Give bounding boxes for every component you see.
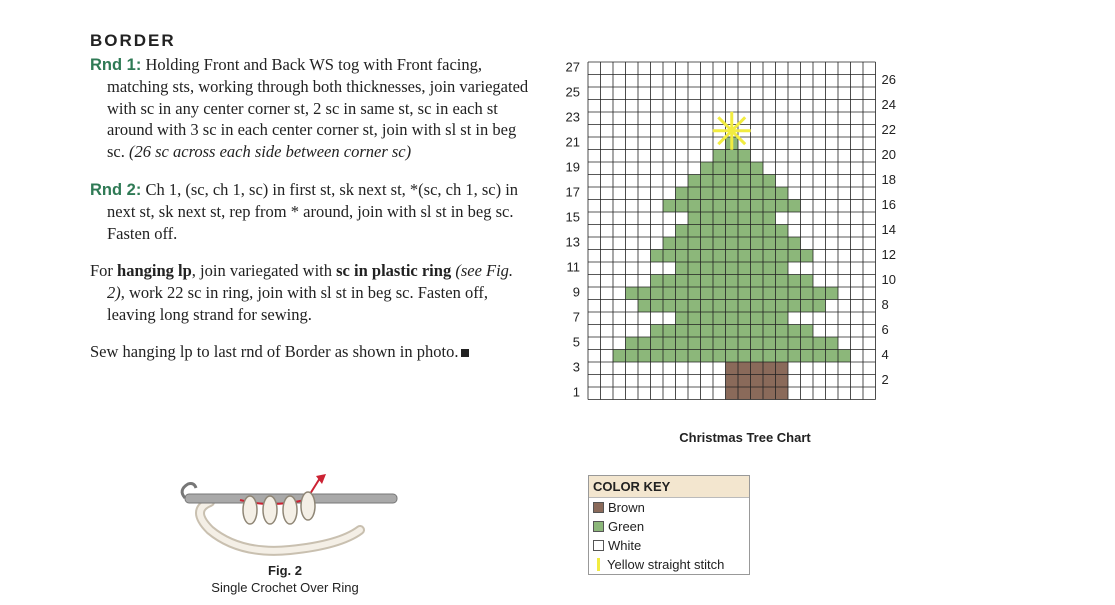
green-cell — [751, 212, 764, 225]
green-cell — [738, 187, 751, 200]
green-cell — [738, 237, 751, 250]
green-cell — [701, 200, 714, 213]
green-cell — [776, 225, 789, 238]
green-cell — [688, 175, 701, 188]
green-cell — [751, 312, 764, 325]
green-cell — [788, 237, 801, 250]
green-cell — [788, 287, 801, 300]
green-cell — [688, 350, 701, 363]
green-cell — [701, 287, 714, 300]
green-cell — [663, 275, 676, 288]
green-cell — [826, 337, 839, 350]
hanging-bold-2: sc in plastic ring — [336, 261, 452, 281]
green-cell — [626, 337, 639, 350]
hanging-text-1: For — [90, 261, 118, 281]
green-cell — [701, 300, 714, 313]
row-label-left: 15 — [565, 209, 580, 225]
green-cell — [713, 312, 726, 325]
green-cell — [676, 262, 689, 275]
green-cell — [763, 212, 776, 225]
row-label-right: 4 — [881, 347, 889, 363]
brown-cell — [751, 387, 764, 400]
green-cell — [701, 225, 714, 238]
yellow-stitch-swatch — [597, 558, 600, 571]
green-cell — [738, 162, 751, 175]
green-cell — [713, 337, 726, 350]
brown-cell — [763, 362, 776, 375]
brown-cell — [751, 362, 764, 375]
green-cell — [676, 237, 689, 250]
round-1-instructions — [90, 54, 530, 163]
green-cell — [713, 150, 726, 163]
green-cell — [676, 250, 689, 263]
sew-instructions — [90, 341, 530, 363]
green-cell — [738, 275, 751, 288]
green-cell — [751, 262, 764, 275]
green-cell — [726, 325, 739, 338]
green-cell — [713, 237, 726, 250]
chart-title: Christmas Tree Chart — [679, 430, 811, 445]
brown-cell — [738, 387, 751, 400]
green-cell — [751, 325, 764, 338]
row-label-left: 17 — [565, 184, 580, 200]
green-cell — [726, 187, 739, 200]
green-cell — [638, 350, 651, 363]
star-icon — [713, 112, 751, 150]
green-cell — [676, 325, 689, 338]
row-label-right: 22 — [881, 122, 896, 138]
green-cell — [776, 325, 789, 338]
key-label-white: White — [608, 538, 642, 553]
green-cell — [763, 175, 776, 188]
green-cell — [651, 325, 664, 338]
round-2-label: Rnd 2: — [90, 180, 142, 199]
crochet-ring-illustration — [170, 470, 410, 560]
green-cell — [701, 162, 714, 175]
green-cell — [763, 325, 776, 338]
green-cell — [626, 287, 639, 300]
green-cell — [726, 250, 739, 263]
figure-number: Fig. 2 — [268, 563, 302, 578]
row-label-right: 12 — [881, 247, 896, 263]
green-cell — [688, 325, 701, 338]
green-cell — [676, 337, 689, 350]
green-cell — [763, 262, 776, 275]
green-cell — [713, 187, 726, 200]
green-cell — [701, 237, 714, 250]
green-cell — [688, 275, 701, 288]
green-swatch — [593, 521, 604, 532]
green-cell — [713, 287, 726, 300]
green-cell — [838, 350, 851, 363]
hanging-figure-ref: (see Fig. 2) — [107, 261, 514, 302]
green-cell — [701, 325, 714, 338]
round-2-text: Ch 1, (sc, ch 1, sc) in first st, sk next st, *(sc, ch 1, sc) in next st, sk next st, rep from * around, join with sl st in beg sc. Fasten off. — [107, 179, 519, 243]
green-cell — [676, 300, 689, 313]
green-cell — [688, 312, 701, 325]
green-cell — [751, 250, 764, 263]
key-row-yellow — [589, 555, 749, 574]
green-cell — [676, 350, 689, 363]
green-cell — [663, 200, 676, 213]
green-cell — [788, 275, 801, 288]
green-cell — [776, 262, 789, 275]
green-cell — [713, 275, 726, 288]
round-2-instructions — [90, 179, 530, 245]
green-cell — [701, 212, 714, 225]
green-cell — [663, 250, 676, 263]
green-cell — [776, 312, 789, 325]
green-cell — [613, 350, 626, 363]
round-1-text: Holding Front and Back WS tog with Front facing, matching sts, working through both thicknesses, join variegated with sc in any center corner st, 2 sc in same st, sc in each st around with 3 sc in each center corner st, join with sl st in beg sc. — [107, 54, 529, 161]
green-cell — [676, 225, 689, 238]
key-label-brown: Brown — [608, 500, 645, 515]
green-cell — [726, 337, 739, 350]
green-cell — [726, 237, 739, 250]
green-cell — [763, 275, 776, 288]
green-cell — [713, 350, 726, 363]
green-cell — [788, 200, 801, 213]
green-cell — [751, 200, 764, 213]
green-cell — [763, 200, 776, 213]
green-cell — [688, 250, 701, 263]
green-cell — [826, 287, 839, 300]
green-cell — [801, 350, 814, 363]
end-mark-icon — [461, 349, 469, 357]
green-cell — [701, 187, 714, 200]
green-cell — [726, 175, 739, 188]
green-cell — [726, 162, 739, 175]
row-label-left: 5 — [572, 334, 580, 350]
green-cell — [713, 162, 726, 175]
brown-cell — [776, 387, 789, 400]
row-label-left: 3 — [572, 359, 580, 375]
green-cell — [688, 237, 701, 250]
row-label-left: 25 — [565, 84, 580, 100]
key-row-white — [589, 536, 749, 555]
green-cell — [776, 187, 789, 200]
border-heading: BORDER — [90, 31, 176, 50]
green-cell — [651, 300, 664, 313]
green-cell — [651, 250, 664, 263]
green-cell — [688, 200, 701, 213]
row-label-right: 10 — [881, 272, 896, 288]
brown-cell — [726, 362, 739, 375]
green-cell — [688, 212, 701, 225]
row-label-left: 9 — [572, 284, 580, 300]
green-cell — [813, 337, 826, 350]
green-cell — [651, 350, 664, 363]
green-cell — [713, 325, 726, 338]
green-cell — [813, 287, 826, 300]
green-cell — [751, 350, 764, 363]
green-cell — [801, 300, 814, 313]
green-cell — [726, 300, 739, 313]
green-cell — [788, 350, 801, 363]
row-label-left: 27 — [565, 59, 580, 75]
green-cell — [751, 225, 764, 238]
green-cell — [713, 250, 726, 263]
color-key — [588, 475, 750, 575]
green-cell — [788, 300, 801, 313]
green-cell — [801, 250, 814, 263]
green-cell — [688, 300, 701, 313]
round-1-label: Rnd 1: — [90, 55, 142, 74]
green-cell — [763, 287, 776, 300]
green-cell — [801, 337, 814, 350]
sew-text: Sew hanging lp to last rnd of Border as shown in photo. — [90, 342, 459, 362]
green-cell — [763, 225, 776, 238]
color-key-title: COLOR KEY — [589, 476, 749, 498]
green-cell — [751, 275, 764, 288]
green-cell — [813, 300, 826, 313]
green-cell — [801, 325, 814, 338]
green-cell — [663, 300, 676, 313]
green-cell — [726, 212, 739, 225]
brown-cell — [738, 362, 751, 375]
row-label-right: 24 — [881, 97, 896, 113]
green-cell — [713, 175, 726, 188]
green-cell — [801, 287, 814, 300]
green-cell — [776, 300, 789, 313]
green-cell — [776, 350, 789, 363]
green-cell — [751, 162, 764, 175]
green-cell — [638, 287, 651, 300]
row-label-left: 19 — [565, 159, 580, 175]
green-cell — [726, 312, 739, 325]
key-row-brown — [589, 498, 749, 517]
green-cell — [738, 175, 751, 188]
green-cell — [701, 250, 714, 263]
green-cell — [688, 225, 701, 238]
green-cell — [738, 150, 751, 163]
green-cell — [738, 350, 751, 363]
green-cell — [763, 337, 776, 350]
green-cell — [763, 300, 776, 313]
key-row-green — [589, 517, 749, 536]
green-cell — [701, 275, 714, 288]
green-cell — [776, 250, 789, 263]
green-cell — [701, 312, 714, 325]
green-cell — [738, 262, 751, 275]
brown-swatch — [593, 502, 604, 513]
green-cell — [726, 262, 739, 275]
green-cell — [751, 175, 764, 188]
green-cell — [626, 350, 639, 363]
figure-caption-text: Single Crochet Over Ring — [211, 580, 359, 595]
hanging-bold-1: hanging lp — [117, 261, 192, 281]
brown-cell — [776, 362, 789, 375]
christmas-tree-chart — [555, 55, 935, 435]
brown-cell — [726, 387, 739, 400]
green-cell — [701, 175, 714, 188]
green-cell — [776, 337, 789, 350]
green-cell — [738, 200, 751, 213]
pattern-text — [90, 30, 530, 379]
green-cell — [776, 275, 789, 288]
brown-cell — [738, 375, 751, 388]
green-cell — [751, 287, 764, 300]
green-cell — [801, 275, 814, 288]
green-cell — [726, 150, 739, 163]
green-cell — [776, 287, 789, 300]
green-cell — [776, 237, 789, 250]
green-cell — [676, 187, 689, 200]
green-cell — [763, 237, 776, 250]
hanging-text-4: , work 22 sc in ring, join with sl st in beg sc. Fasten off, leaving long strand for sewing. — [107, 282, 489, 324]
green-cell — [738, 337, 751, 350]
green-cell — [751, 337, 764, 350]
green-cell — [826, 350, 839, 363]
row-label-right: 18 — [881, 172, 896, 188]
green-cell — [763, 350, 776, 363]
brown-cell — [763, 387, 776, 400]
green-cell — [788, 250, 801, 263]
green-cell — [713, 225, 726, 238]
green-cell — [663, 350, 676, 363]
green-cell — [638, 337, 651, 350]
green-cell — [713, 300, 726, 313]
green-cell — [763, 187, 776, 200]
row-label-right: 2 — [881, 372, 889, 388]
green-cell — [663, 337, 676, 350]
green-cell — [763, 312, 776, 325]
green-cell — [751, 187, 764, 200]
white-swatch — [593, 540, 604, 551]
figure-caption — [180, 562, 390, 596]
green-cell — [663, 237, 676, 250]
row-label-right: 6 — [881, 322, 889, 338]
green-cell — [788, 337, 801, 350]
green-cell — [726, 287, 739, 300]
green-cell — [726, 350, 739, 363]
row-label-left: 23 — [565, 109, 580, 125]
green-cell — [651, 287, 664, 300]
green-cell — [738, 312, 751, 325]
green-cell — [776, 200, 789, 213]
row-label-left: 1 — [572, 384, 580, 400]
row-label-left: 11 — [566, 259, 580, 275]
green-cell — [676, 275, 689, 288]
green-cell — [738, 287, 751, 300]
green-cell — [651, 275, 664, 288]
green-cell — [638, 300, 651, 313]
round-1-note: (26 sc across each side between corner sc) — [129, 141, 412, 161]
green-cell — [663, 287, 676, 300]
green-cell — [676, 312, 689, 325]
green-cell — [713, 212, 726, 225]
row-label-left: 7 — [572, 309, 580, 325]
green-cell — [751, 300, 764, 313]
row-label-right: 20 — [881, 147, 896, 163]
green-cell — [676, 200, 689, 213]
green-cell — [751, 237, 764, 250]
green-cell — [738, 325, 751, 338]
green-cell — [701, 337, 714, 350]
key-label-green: Green — [608, 519, 645, 534]
hanging-loop-instructions — [90, 260, 530, 325]
green-cell — [738, 212, 751, 225]
green-cell — [713, 262, 726, 275]
green-cell — [726, 275, 739, 288]
green-cell — [738, 250, 751, 263]
green-cell — [688, 187, 701, 200]
row-label-left: 21 — [565, 134, 580, 150]
row-label-right: 26 — [881, 72, 896, 88]
row-label-right: 14 — [881, 222, 896, 238]
green-cell — [763, 250, 776, 263]
green-cell — [676, 287, 689, 300]
brown-cell — [763, 375, 776, 388]
hanging-text-2: , join variegated with — [191, 261, 337, 281]
green-cell — [651, 337, 664, 350]
green-cell — [701, 350, 714, 363]
row-label-left: 13 — [565, 234, 580, 250]
brown-cell — [751, 375, 764, 388]
green-cell — [738, 300, 751, 313]
brown-cell — [726, 375, 739, 388]
key-label-yellow: Yellow straight stitch — [607, 557, 725, 572]
row-label-right: 8 — [881, 297, 889, 313]
green-cell — [688, 262, 701, 275]
green-cell — [663, 325, 676, 338]
green-cell — [788, 325, 801, 338]
brown-cell — [776, 375, 789, 388]
row-label-right: 16 — [881, 197, 896, 213]
green-cell — [701, 262, 714, 275]
green-cell — [688, 287, 701, 300]
green-cell — [726, 200, 739, 213]
green-cell — [726, 225, 739, 238]
green-cell — [738, 225, 751, 238]
green-cell — [713, 200, 726, 213]
green-cell — [813, 350, 826, 363]
green-cell — [688, 337, 701, 350]
